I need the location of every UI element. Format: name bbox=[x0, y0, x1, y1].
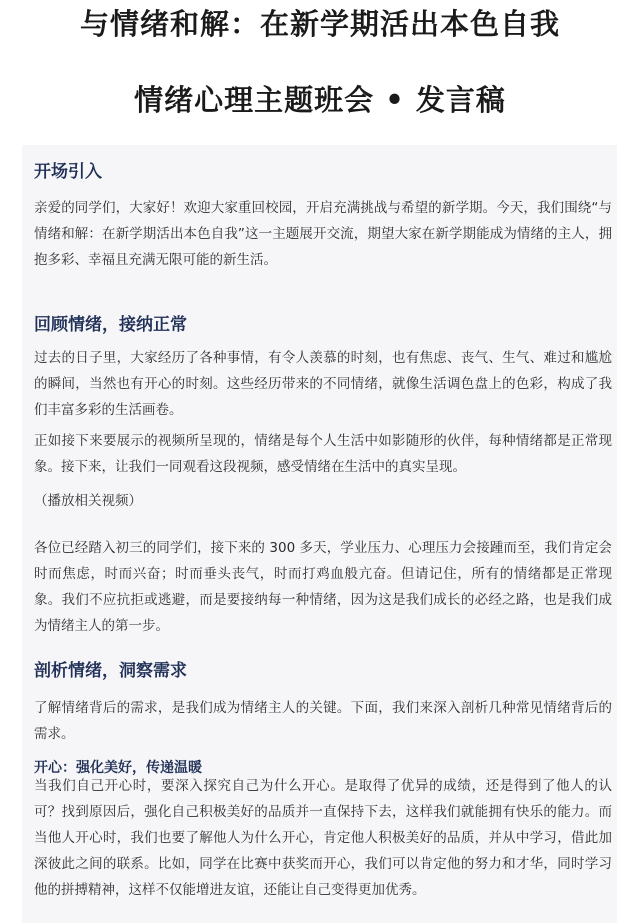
review-paragraph-1: 过去的日子里，大家经历了各种事情，有令人羡慕的时刻，也有焦虑、丧气、生气、难过和尴尬的瞬间，当然也有开心的时刻。这些经历带来的不同情绪，就像生活调色盘上的色彩，构成了我们丰富多彩的生活画卷。 bbox=[34, 350, 612, 418]
review-paragraph-3: 各位已经踏入初三的同学们，接下来的 300 多天，学业压力、心理压力会接踵而至，我们肯定会时而焦虑，时而兴奋；时而垂头丧气，时而打鸡血般亢奋。但请记住，所有的情绪都是正常现象。我们不应抗拒或逃避，而是要接纳每一种情绪，因为这是我们成长的必经之路，也是我们成为情绪主人的第一步。 bbox=[34, 540, 612, 634]
analyze-paragraph: 了解情绪背后的需求，是我们成为情绪主人的关键。下面，我们来深入剖析几种常见情绪背后的需求。 bbox=[34, 700, 612, 742]
page-subtitle: 情绪心理主题班会 • 发言稿 bbox=[134, 83, 506, 117]
section-heading-analyze: 剖析情绪，洞察需求 bbox=[34, 661, 187, 681]
section-heading-opening: 开场引入 bbox=[34, 162, 102, 182]
opening-paragraph: 亲爱的同学们，大家好！欢迎大家重回校园，开启充满挑战与希望的新学期。今天，我们围绕“与情绪和解：在新学期活出本色自我”这一主题展开交流，期望大家在新学期能成为情绪的主人，拥抱多彩、幸福且充满无限可能的新生活。 bbox=[34, 200, 612, 268]
review-paragraph-2: 正如接下来要展示的视频所呈现的，情绪是每个人生活中如影随形的伙伴，每种情绪都是正常现象。接下来，让我们一同观看这段视频，感受情绪在生活中的真实呈现。 bbox=[34, 433, 612, 475]
happy-paragraph: 当我们自己开心时，要深入探究自己为什么开心。是取得了优异的成绩，还是得到了他人的认可？找到原因后，强化自己积极美好的品质并一直保持下去，这样我们就能拥有快乐的能力。而当他人开心时，我们也要了解他人为什么开心，肯定他人积极美好的品质，并从中学习，借此加深彼此之间的联系。比如，同学在比赛中获奖而开心，我们可以肯定他的努力和才华，同时学习他的拼搏精神，这样不仅能增进友谊，还能让自己变得更加优秀。 bbox=[34, 778, 612, 898]
sub-heading-happy: 开心：强化美好，传递温暖 bbox=[34, 760, 202, 776]
page-title: 与情绪和解：在新学期活出本色自我 bbox=[79, 7, 560, 41]
video-note: （播放相关视频） bbox=[34, 493, 142, 509]
section-heading-review: 回顾情绪，接纳正常 bbox=[34, 315, 187, 335]
